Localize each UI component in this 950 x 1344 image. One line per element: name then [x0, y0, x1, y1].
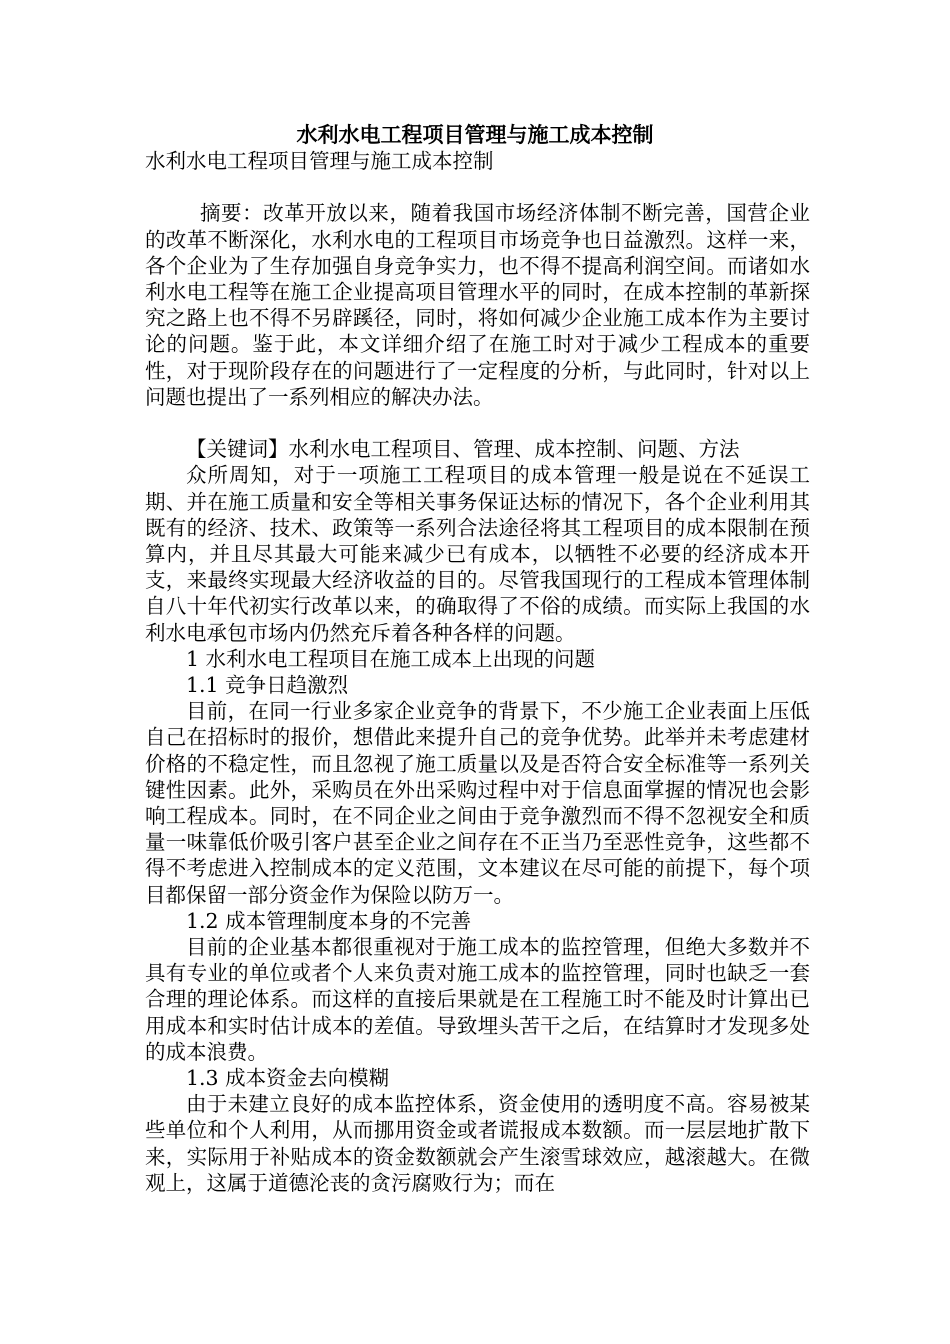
blank-line: [145, 410, 810, 436]
document-subtitle: 水利水电工程项目管理与施工成本控制: [145, 149, 494, 173]
section-1-3-heading: 1.3 成本资金去向模糊: [186, 1066, 390, 1091]
section-1-1-heading: 1.1 竞争日趋激烈: [186, 673, 349, 698]
abstract-paragraph: 摘要：改革开放以来，随着我国市场经济体制不断完善，国营企业的改革不断深化，水利水电的工程项目市场竞争也日益激烈。这样一来，各个企业为了生存加强自身竞争实力，也不得不提高利润空间。而诸如水利水电工程等在施工企业提高项目管理水平的同时，在成本控制的革新探究之路上也不得不另辟蹊径，同时，将如何减少企业施工成本作为主要讨论的问题。鉴于此，本文详细介绍了在施工时对于减少工程成本的重要性，对于现阶段存在的问题进行了一定程度的分析，与此同时，针对以上问题也提出了一系列相应的解决办法。: [145, 201, 810, 409]
section-1-2-heading: 1.2 成本管理制度本身的不完善: [186, 908, 472, 933]
intro-paragraph: 众所周知，对于一项施工工程项目的成本管理一般是说在不延误工期、并在施工质量和安全等相关事务保证达标的情况下，各个企业利用其既有的经济、技术、政策等一系列合法途径将其工程项目的成本限制在预算内，并且尽其最大可能来减少已有成本，以牺牲不必要的经济成本开支，来最终实现最大经济收益的目的。尽管我国现行的工程成本管理体制自八十年代初实行改革以来，的确取得了不俗的成绩。而实际上我国的水利水电承包市场内仍然充斥着各种各样的问题。: [145, 463, 810, 645]
blank-line: [145, 174, 810, 200]
section-1-2-paragraph: 目前的企业基本都很重视对于施工成本的监控管理，但绝大多数并不具有专业的单位或者个人来负责对施工成本的监控管理，同时也缺乏一套合理的理论体系。而这样的直接后果就是在工程施工时不能及时计算出已用成本和实时估计成本的差值。导致埋头苦干之后，在结算时才发现多处的成本浪费。: [145, 935, 810, 1064]
document-body: [145, 148, 810, 1196]
keywords-paragraph: 【关键词】水利水电工程项目、管理、成本控制、问题、方法: [186, 437, 740, 462]
document-title: 水利水电工程项目管理与施工成本控制: [296, 122, 654, 147]
section-1-heading: 1 水利水电工程项目在施工成本上出现的问题: [186, 646, 596, 671]
section-1-3-paragraph: 由于未建立良好的成本监控体系，资金使用的透明度不高。容易被某些单位和个人利用，从而挪用资金或者谎报成本数额。而一层层地扩散下来，实际用于补贴成本的资金数额就会产生滚雪球效应，越滚越大。在微观上，这属于道德沦丧的贪污腐败行为；而在: [145, 1092, 810, 1195]
section-1-1-paragraph: 目前，在同一行业多家企业竞争的背景下，不少施工企业表面上压低自己在招标时的报价，想借此来提升自己的竞争优势。此举并未考虑建材价格的不稳定性，而且忽视了施工质量以及是否符合安全标准等一系列关键性因素。此外，采购员在外出采购过程中对于信息面掌握的情况也会影响工程成本。同时，在不同企业之间由于竞争激烈而不得不忽视安全和质量一味靠低价吸引客户甚至企业之间存在不正当乃至恶性竞争，这些都不得不考虑进入控制成本的定义范围，文本建议在尽可能的前提下，每个项目都保留一部分资金作为保险以防万一。: [145, 699, 810, 907]
